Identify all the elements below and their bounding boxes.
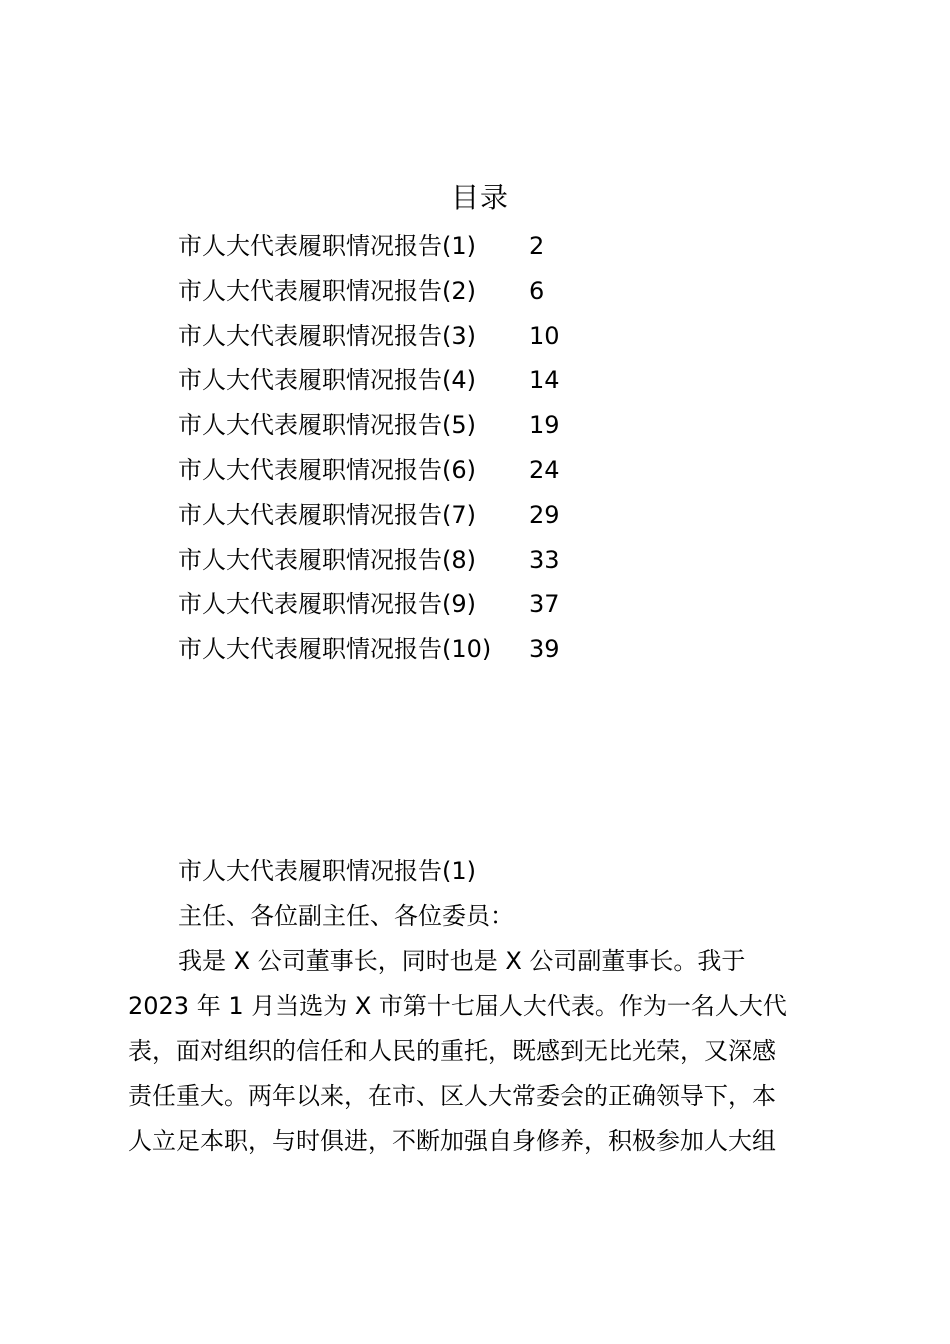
- salutation: 主任、各位副主任、各位委员：: [178, 902, 514, 930]
- paragraph-line: 表，面对组织的信任和人民的重托，既感到无比光荣，又深感: [128, 1037, 776, 1065]
- toc-entry-page: 10: [529, 321, 560, 350]
- toc-entry-label: 市人大代表履职情况报告(2): [178, 276, 476, 305]
- toc-entry-page: 19: [529, 411, 560, 440]
- toc-entry-label: 市人大代表履职情况报告(6): [178, 455, 476, 484]
- toc-entry-label: 市人大代表履职情况报告(8): [178, 545, 476, 574]
- toc-entry[interactable]: [178, 538, 598, 583]
- toc-entry[interactable]: [178, 448, 598, 493]
- toc-entry[interactable]: [178, 314, 598, 359]
- toc-entry-page: 2: [529, 232, 545, 260]
- toc-entry[interactable]: [178, 403, 598, 448]
- toc-entry-label: 市人大代表履职情况报告(1): [178, 232, 476, 260]
- toc-entry[interactable]: [178, 269, 598, 314]
- toc-entry-page: 39: [529, 635, 560, 664]
- toc-entry-page: 6: [529, 276, 545, 305]
- toc-title: 目录: [450, 181, 509, 214]
- toc-entry-page: 37: [529, 590, 560, 619]
- report-body: [128, 849, 818, 1164]
- toc-entry-page: 29: [529, 500, 560, 529]
- toc-entry-label: 市人大代表履职情况报告(10): [178, 635, 492, 664]
- toc-entry-label: 市人大代表履职情况报告(3): [178, 321, 476, 350]
- paragraph-line: 2023 年 1 月当选为 X 市第十七届人大代表。作为一名人大代: [128, 992, 787, 1020]
- report-title: 市人大代表履职情况报告(1): [178, 857, 476, 885]
- paragraph-line: 人立足本职，与时俱进，不断加强自身修养，积极参加人大组: [128, 1127, 776, 1155]
- toc-entry[interactable]: [178, 582, 598, 627]
- toc-entry-label: 市人大代表履职情况报告(4): [178, 366, 476, 395]
- paragraph-line: 责任重大。两年以来，在市、区人大常委会的正确领导下，本: [128, 1082, 776, 1110]
- toc-entry-page: 33: [529, 545, 560, 574]
- toc-entry[interactable]: [178, 224, 598, 269]
- toc-entry[interactable]: [178, 358, 598, 403]
- toc-entry-label: 市人大代表履职情况报告(5): [178, 411, 476, 440]
- toc-entry-label: 市人大代表履职情况报告(7): [178, 500, 476, 529]
- toc-entry[interactable]: [178, 493, 598, 538]
- table-of-contents: [178, 224, 598, 672]
- toc-entry-page: 24: [529, 455, 560, 484]
- toc-entry[interactable]: [178, 627, 598, 672]
- paragraph-line: 我是 X 公司董事长，同时也是 X 公司副董事长。我于: [178, 947, 746, 975]
- toc-entry-label: 市人大代表履职情况报告(9): [178, 590, 476, 619]
- toc-entry-page: 14: [529, 366, 560, 395]
